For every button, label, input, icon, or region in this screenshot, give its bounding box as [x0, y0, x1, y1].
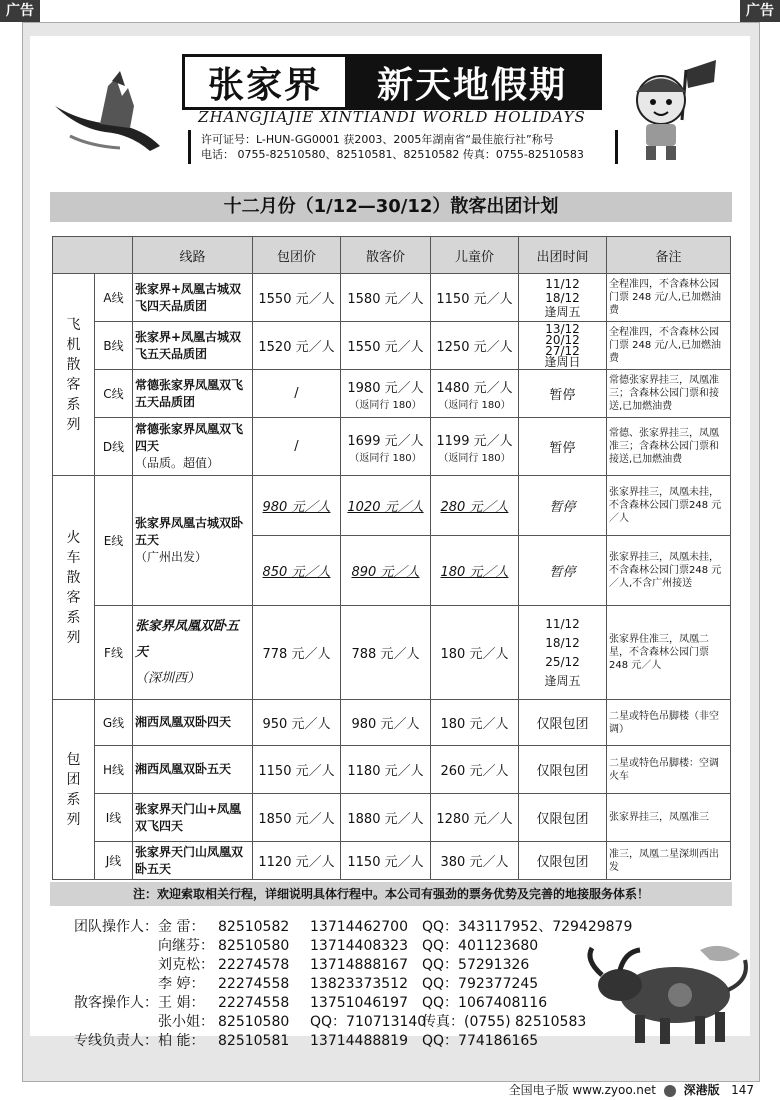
single-price: 1580 元／人: [341, 274, 431, 322]
line-label: E线: [95, 476, 133, 606]
group-price: /: [253, 370, 341, 418]
note: 全程准四，不含森林公园门票 248 元/人,已加燃油费: [607, 274, 731, 322]
group-price: 778 元／人: [253, 606, 341, 700]
single-price: 788 元／人: [341, 606, 431, 700]
contact-row: 团队操作人： 金 雷： 82510582 13714462700 QQ：343117952、729429879: [74, 919, 633, 935]
tour-table: [52, 236, 731, 880]
single-price: 980 元／人: [341, 700, 431, 746]
group-price: 1150 元／人: [253, 746, 341, 794]
single-price: 1980 元／人 （返同行 180）: [341, 370, 431, 418]
single-price: 1180 元／人: [341, 746, 431, 794]
brand-english: ZHANGJIAJIE XINTIANDI WORLD HOLIDAYS: [198, 108, 586, 126]
group-price: /: [253, 418, 341, 476]
note: 张家界挂三，凤凰未挂，不含森林公园门票248 元／人,不含广州接送: [607, 536, 731, 606]
line-label: B线: [95, 322, 133, 370]
child-price: 1199 元／人 （返同行 180）: [431, 418, 519, 476]
route-name: 常德张家界凤凰双飞五天品质团: [133, 370, 253, 418]
note: 张家界挂三，凤凰准三: [607, 794, 731, 842]
table-row: [53, 476, 731, 536]
note: 二星或特色吊脚楼（非空调）: [607, 700, 731, 746]
route-name: 张家界凤凰古城双卧五天 （广州出发）: [133, 476, 253, 606]
child-price: 180 元／人: [431, 606, 519, 700]
header-child-price: 儿童价: [431, 237, 519, 274]
single-price: 890 元／人: [341, 536, 431, 606]
header-time: 出团时间: [519, 237, 607, 274]
header-blank: [53, 237, 133, 274]
group-price: 1550 元／人: [253, 274, 341, 322]
table-row: [53, 842, 731, 880]
line-label: I线: [95, 794, 133, 842]
child-price: 1150 元／人: [431, 274, 519, 322]
depart-time: 仅限包团: [519, 842, 607, 880]
contact-row: 张小姐： 82510580 QQ：710713140 传真：(0755) 82510583: [158, 1014, 587, 1030]
footnote: 注：欢迎索取相关行程，详细说明具体行程中。本公司有强劲的票务优势及完善的地接服务体系！: [50, 882, 732, 906]
depart-time: 11/12 18/12 25/12 逢周五: [519, 606, 607, 700]
route-name: 张家界凤凰双卧五天 （深圳西）: [133, 606, 253, 700]
table-header: [53, 237, 731, 274]
child-price: 280 元／人: [431, 476, 519, 536]
header-single-price: 散客价: [341, 237, 431, 274]
publication-emblem-icon: [664, 1085, 676, 1097]
bull-sculpture-icon: [580, 940, 760, 1050]
header-note: 备注: [607, 237, 731, 274]
depart-time: 仅限包团: [519, 746, 607, 794]
group-flight: 飞机散客系列: [53, 274, 95, 476]
note: 张家界挂三，凤凰未挂，不含森林公园门票248 元／人: [607, 476, 731, 536]
route-name: 张家界天门山凤凰双卧五天: [133, 842, 253, 880]
brand-logo: [182, 54, 602, 110]
page-number: 147: [731, 1083, 754, 1097]
line-label: D线: [95, 418, 133, 476]
depart-time: 13/12 20/12 27/12 逢周日: [519, 322, 607, 370]
contact-list: [48, 918, 648, 1051]
child-price: 260 元／人: [431, 746, 519, 794]
single-price: 1150 元／人: [341, 842, 431, 880]
group-price: 1520 元／人: [253, 322, 341, 370]
line-label: F线: [95, 606, 133, 700]
website-label: 全国电子版 www.zyoo.net: [508, 1083, 656, 1097]
route-name: 常德张家界凤凰双飞四天 （品质。超值）: [133, 418, 253, 476]
group-train: 火车散客系列: [53, 476, 95, 700]
route-name: 湘西凤凰双卧四天: [133, 700, 253, 746]
table-row: [53, 606, 731, 700]
line-label: J线: [95, 842, 133, 880]
depart-time: 暂停: [519, 536, 607, 606]
table-row: [53, 322, 731, 370]
child-price: 1250 元／人: [431, 322, 519, 370]
page-footer: [0, 1080, 780, 1100]
table-row: [53, 274, 731, 322]
route-name: 张家界天门山+凤凰双飞四天: [133, 794, 253, 842]
route-name: 张家界+凤凰古城双飞五天品质团: [133, 322, 253, 370]
route-name: 张家界+凤凰古城双飞四天品质团: [133, 274, 253, 322]
ad-label-right: 广告: [740, 0, 780, 22]
depart-time: 暂停: [519, 418, 607, 476]
contact-line: 电话： 0755-82510580、82510581、82510582 传真：0755-82510583: [201, 148, 584, 161]
depart-time: 暂停: [519, 370, 607, 418]
group-charter: 包团系列: [53, 700, 95, 880]
note: 准三，凤凰二星深圳西出发: [607, 842, 731, 880]
line-label: C线: [95, 370, 133, 418]
child-price: 180 元／人: [431, 536, 519, 606]
line-label: H线: [95, 746, 133, 794]
note: 常德、张家界挂三，凤凰准三；含森林公园门票和接送,已加燃油费: [607, 418, 731, 476]
contact-row: 散客操作人： 王 娟： 22274558 13751046197 QQ：1067408116: [74, 995, 548, 1011]
single-price: 1020 元／人: [341, 476, 431, 536]
depart-time: 暂停: [519, 476, 607, 536]
table-row: [53, 370, 731, 418]
depart-time: 仅限包团: [519, 700, 607, 746]
note: 二星或特色吊脚楼：空调火车: [607, 746, 731, 794]
table-row: [53, 746, 731, 794]
group-price: 1120 元／人: [253, 842, 341, 880]
edition-label: 深港版: [683, 1083, 720, 1097]
group-price: 980 元／人: [253, 476, 341, 536]
group-price: 1850 元／人: [253, 794, 341, 842]
depart-time: 11/12 18/12 逢周五: [519, 274, 607, 322]
note: 常德张家界挂三，凤凰准三；含森林公园门票和接送,已加燃油费: [607, 370, 731, 418]
single-price: 1550 元／人: [341, 322, 431, 370]
ad-label-left: 广告: [0, 0, 40, 22]
depart-time: 仅限包团: [519, 794, 607, 842]
contact-row: 专线负责人： 柏 能： 82510581 13714488819 QQ：774186165: [74, 1033, 539, 1049]
table-row: [53, 418, 731, 476]
mascot-icon: [616, 60, 726, 170]
child-price: 180 元／人: [431, 700, 519, 746]
child-price: 1480 元／人 （返同行 180）: [431, 370, 519, 418]
child-price: 1280 元／人: [431, 794, 519, 842]
header-group-price: 包团价: [253, 237, 341, 274]
line-label: A线: [95, 274, 133, 322]
single-price: 1880 元／人: [341, 794, 431, 842]
mountain-logo-icon: [50, 66, 170, 156]
license-info: [188, 130, 618, 164]
table-row: [53, 794, 731, 842]
group-price: 950 元／人: [253, 700, 341, 746]
note: 张家界住准三，凤凰二星，不含森林公园门票248 元／人: [607, 606, 731, 700]
plan-title: 十二月份（1/12—30/12）散客出团计划: [50, 192, 732, 222]
contact-row: 刘克松： 22274578 13714888167 QQ：57291326: [158, 957, 530, 973]
table-row: [53, 700, 731, 746]
note: 全程准四，不含森林公园门票 248 元/人,已加燃油费: [607, 322, 731, 370]
contact-row: 李 婷： 22274558 13823373512 QQ：792377245: [158, 976, 539, 992]
header-route: 线路: [133, 237, 253, 274]
brand-name-left: 张家界: [185, 57, 345, 107]
group-price: 850 元／人: [253, 536, 341, 606]
brand-name-right: 新天地假期: [345, 57, 599, 107]
line-label: G线: [95, 700, 133, 746]
license-line: 许可证号：L-HUN-GG0001 获2003、2005年湖南省“最佳旅行社”称号: [201, 133, 554, 146]
single-price: 1699 元／人 （返同行 180）: [341, 418, 431, 476]
route-name: 湘西凤凰双卧五天: [133, 746, 253, 794]
child-price: 380 元／人: [431, 842, 519, 880]
contact-row: 向继芬： 82510580 13714408323 QQ：401123680: [158, 938, 539, 954]
